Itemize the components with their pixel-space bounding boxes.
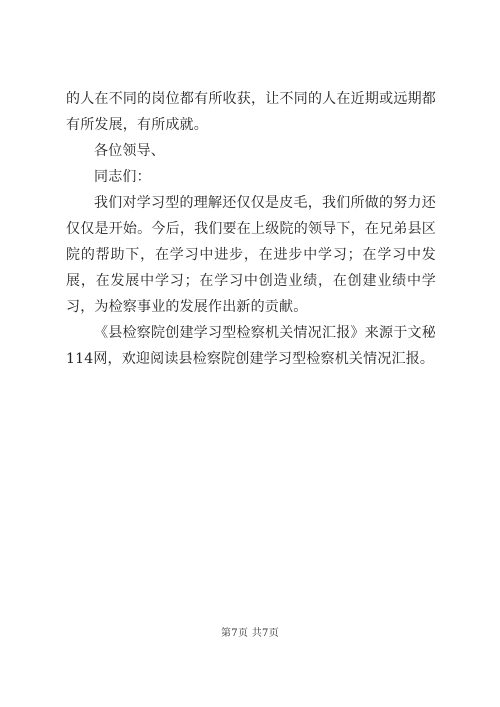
document-body [66, 86, 436, 372]
page-number: 第7页 共7页 [220, 628, 279, 639]
salutation-comrades: 同志们： [94, 169, 151, 185]
paragraph-source-note: 《县检察院创建学习型检察机关情况汇报》来源于文秘114网，欢迎阅读县检察院创建学习型检察机关情况汇报。 [66, 325, 436, 367]
salutation-leaders: 各位领导、 [94, 143, 165, 159]
paragraph-continuation: 的人在不同的岗位都有所收获，让不同的人在近期或远期都有所发展，有所成就。 [66, 91, 436, 133]
page-footer [0, 624, 500, 639]
paragraph-conclusion: 我们对学习型的理解还仅仅是皮毛，我们所做的努力还仅仅是开始。今后，我们要在上级院的领导下，在兄弟县区院的帮助下，在学习中进步，在进步中学习；在学习中发展，在发展中学习；在学习中创造业绩，在创建业绩中学习，为检察事业的发展作出新的贡献。 [66, 195, 436, 315]
